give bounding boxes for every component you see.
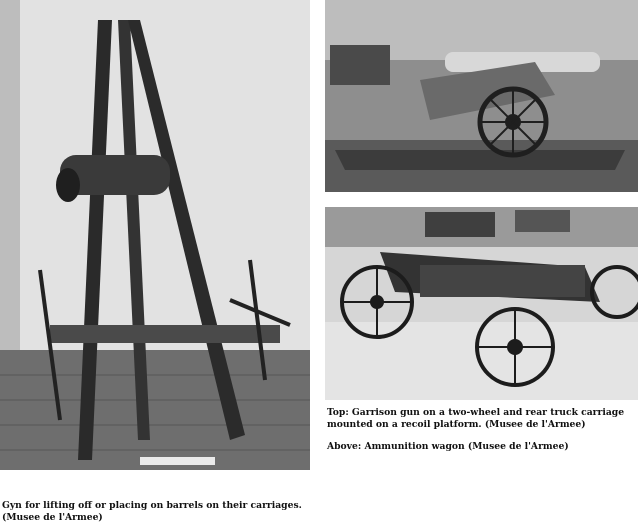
top-caption-line-2: mounted on a recoil platform. (Musee de l'Armee) xyxy=(327,419,586,430)
above-caption xyxy=(327,441,638,453)
gyn-caption-line-1: Gyn for lifting off or placing on barrels on their carriages. xyxy=(2,500,302,511)
gyn-photo xyxy=(0,0,310,470)
top-caption xyxy=(327,407,638,431)
above-caption-line-1: Above: Ammunition wagon (Musee de l'Armee) xyxy=(327,441,569,452)
garrison-gun-photo xyxy=(325,0,638,192)
gyn-caption-line-2: (Musee de l'Armee) xyxy=(2,512,103,523)
ammunition-wagon-photo xyxy=(325,207,638,400)
top-caption-line-1: Top: Garrison gun on a two-wheel and rear truck carriage xyxy=(327,407,625,418)
gyn-caption xyxy=(2,500,322,524)
